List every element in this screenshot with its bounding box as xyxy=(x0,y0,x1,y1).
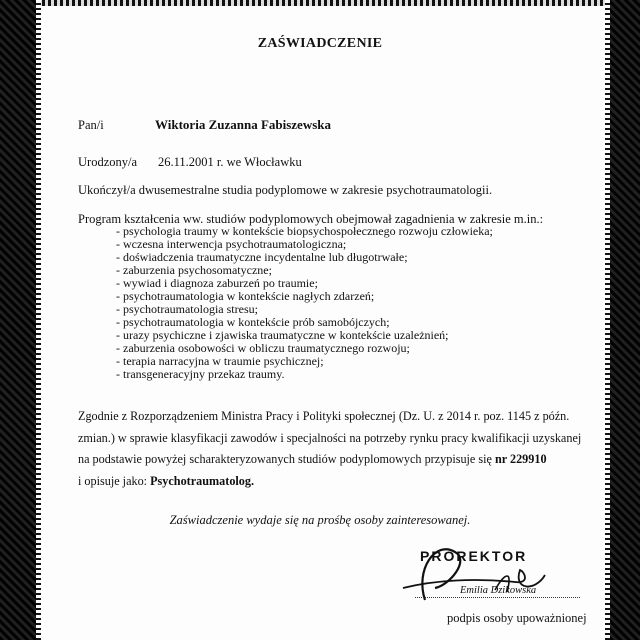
decorative-border-top xyxy=(0,0,640,6)
classification-number: nr 229910 xyxy=(494,452,547,466)
stamp-name: Emilia Dzikowska xyxy=(460,585,537,596)
profession-title: Psychotraumatolog. xyxy=(150,473,255,488)
list-item: - wywiad i diagnoza zaburzeń po traumie; xyxy=(116,276,318,290)
signature-image xyxy=(395,530,585,610)
list-item: - transgeneracyjny przekaz traumy. xyxy=(116,367,285,381)
list-item: - urazy psychiczne i zjawiska traumatyczne w kontekście uzależnień; xyxy=(116,328,449,342)
signature-caption: podpis osoby upoważnionej xyxy=(447,611,587,625)
list-item: - psychotraumatologia stresu; xyxy=(116,302,258,316)
born-label: Urodzony/a xyxy=(78,155,138,169)
issuance-note: Zaświadczenie wydaje się na prośbę osoby zainteresowanej. xyxy=(169,513,471,527)
list-item: - psychotraumatologia w kontekście nagłych zdarzeń; xyxy=(116,289,375,303)
completion-statement: Ukończył/a dwusemestralne studia podyplomowe w zakresie psychotraumatologii. xyxy=(78,183,493,197)
list-item: - wczesna interwencja psychotraumatologiczna; xyxy=(116,237,347,251)
document-title: ZAŚWIADCZENIE xyxy=(257,36,383,51)
decorative-border-right-inner xyxy=(605,0,610,640)
legal-line xyxy=(78,449,590,471)
name-label: Pan/i xyxy=(78,118,104,132)
decorative-border-right xyxy=(610,0,640,640)
stamp-title: PROREKTOR xyxy=(420,548,528,564)
program-intro: Program kształcenia ww. studiów podyplomowych obejmował zagadnienia w zakresie m.in.: xyxy=(78,212,544,226)
legal-line-text: na podstawie powyżej scharakteryzowanych studiów podyplomowych przypisuje się xyxy=(78,452,495,466)
legal-line-text: i opisuje jako: xyxy=(78,473,151,488)
legal-line: zmian.) w sprawie klasyfikacji zawodów i specjalności na potrzeby rynku pracy kwalifikacji uzyskanej xyxy=(78,430,582,445)
list-item: - zaburzenia osobowości w obliczu traumatycznego rozwoju; xyxy=(116,341,410,355)
legal-line: Zgodnie z Rozporządzeniem Ministra Pracy i Polityki społecznej (Dz. U. z 2014 r. poz. 1145 z późn. xyxy=(78,409,570,423)
list-item: - psychologia traumy w kontekście biopsychospołecznego rozwoju człowieka; xyxy=(116,224,493,238)
list-item: - zaburzenia psychosomatyczne; xyxy=(116,263,272,277)
decorative-border-left-inner xyxy=(36,0,41,640)
recipient-name: Wiktoria Zuzanna Fabiszewska xyxy=(155,117,332,132)
born-value: 26.11.2001 r. we Włocławku xyxy=(158,155,302,169)
list-item: - doświadczenia traumatyczne incydentalne lub długotrwałe; xyxy=(116,250,408,264)
topics-list xyxy=(116,225,493,381)
legal-paragraph xyxy=(78,406,590,492)
signature-line xyxy=(415,597,580,598)
decorative-border-left xyxy=(0,0,36,640)
list-item: - terapia narracyjna w traumie psychicznej; xyxy=(116,354,324,368)
legal-line xyxy=(78,471,590,493)
list-item: - psychotraumatologia w kontekście prób samobójczych; xyxy=(116,315,390,329)
